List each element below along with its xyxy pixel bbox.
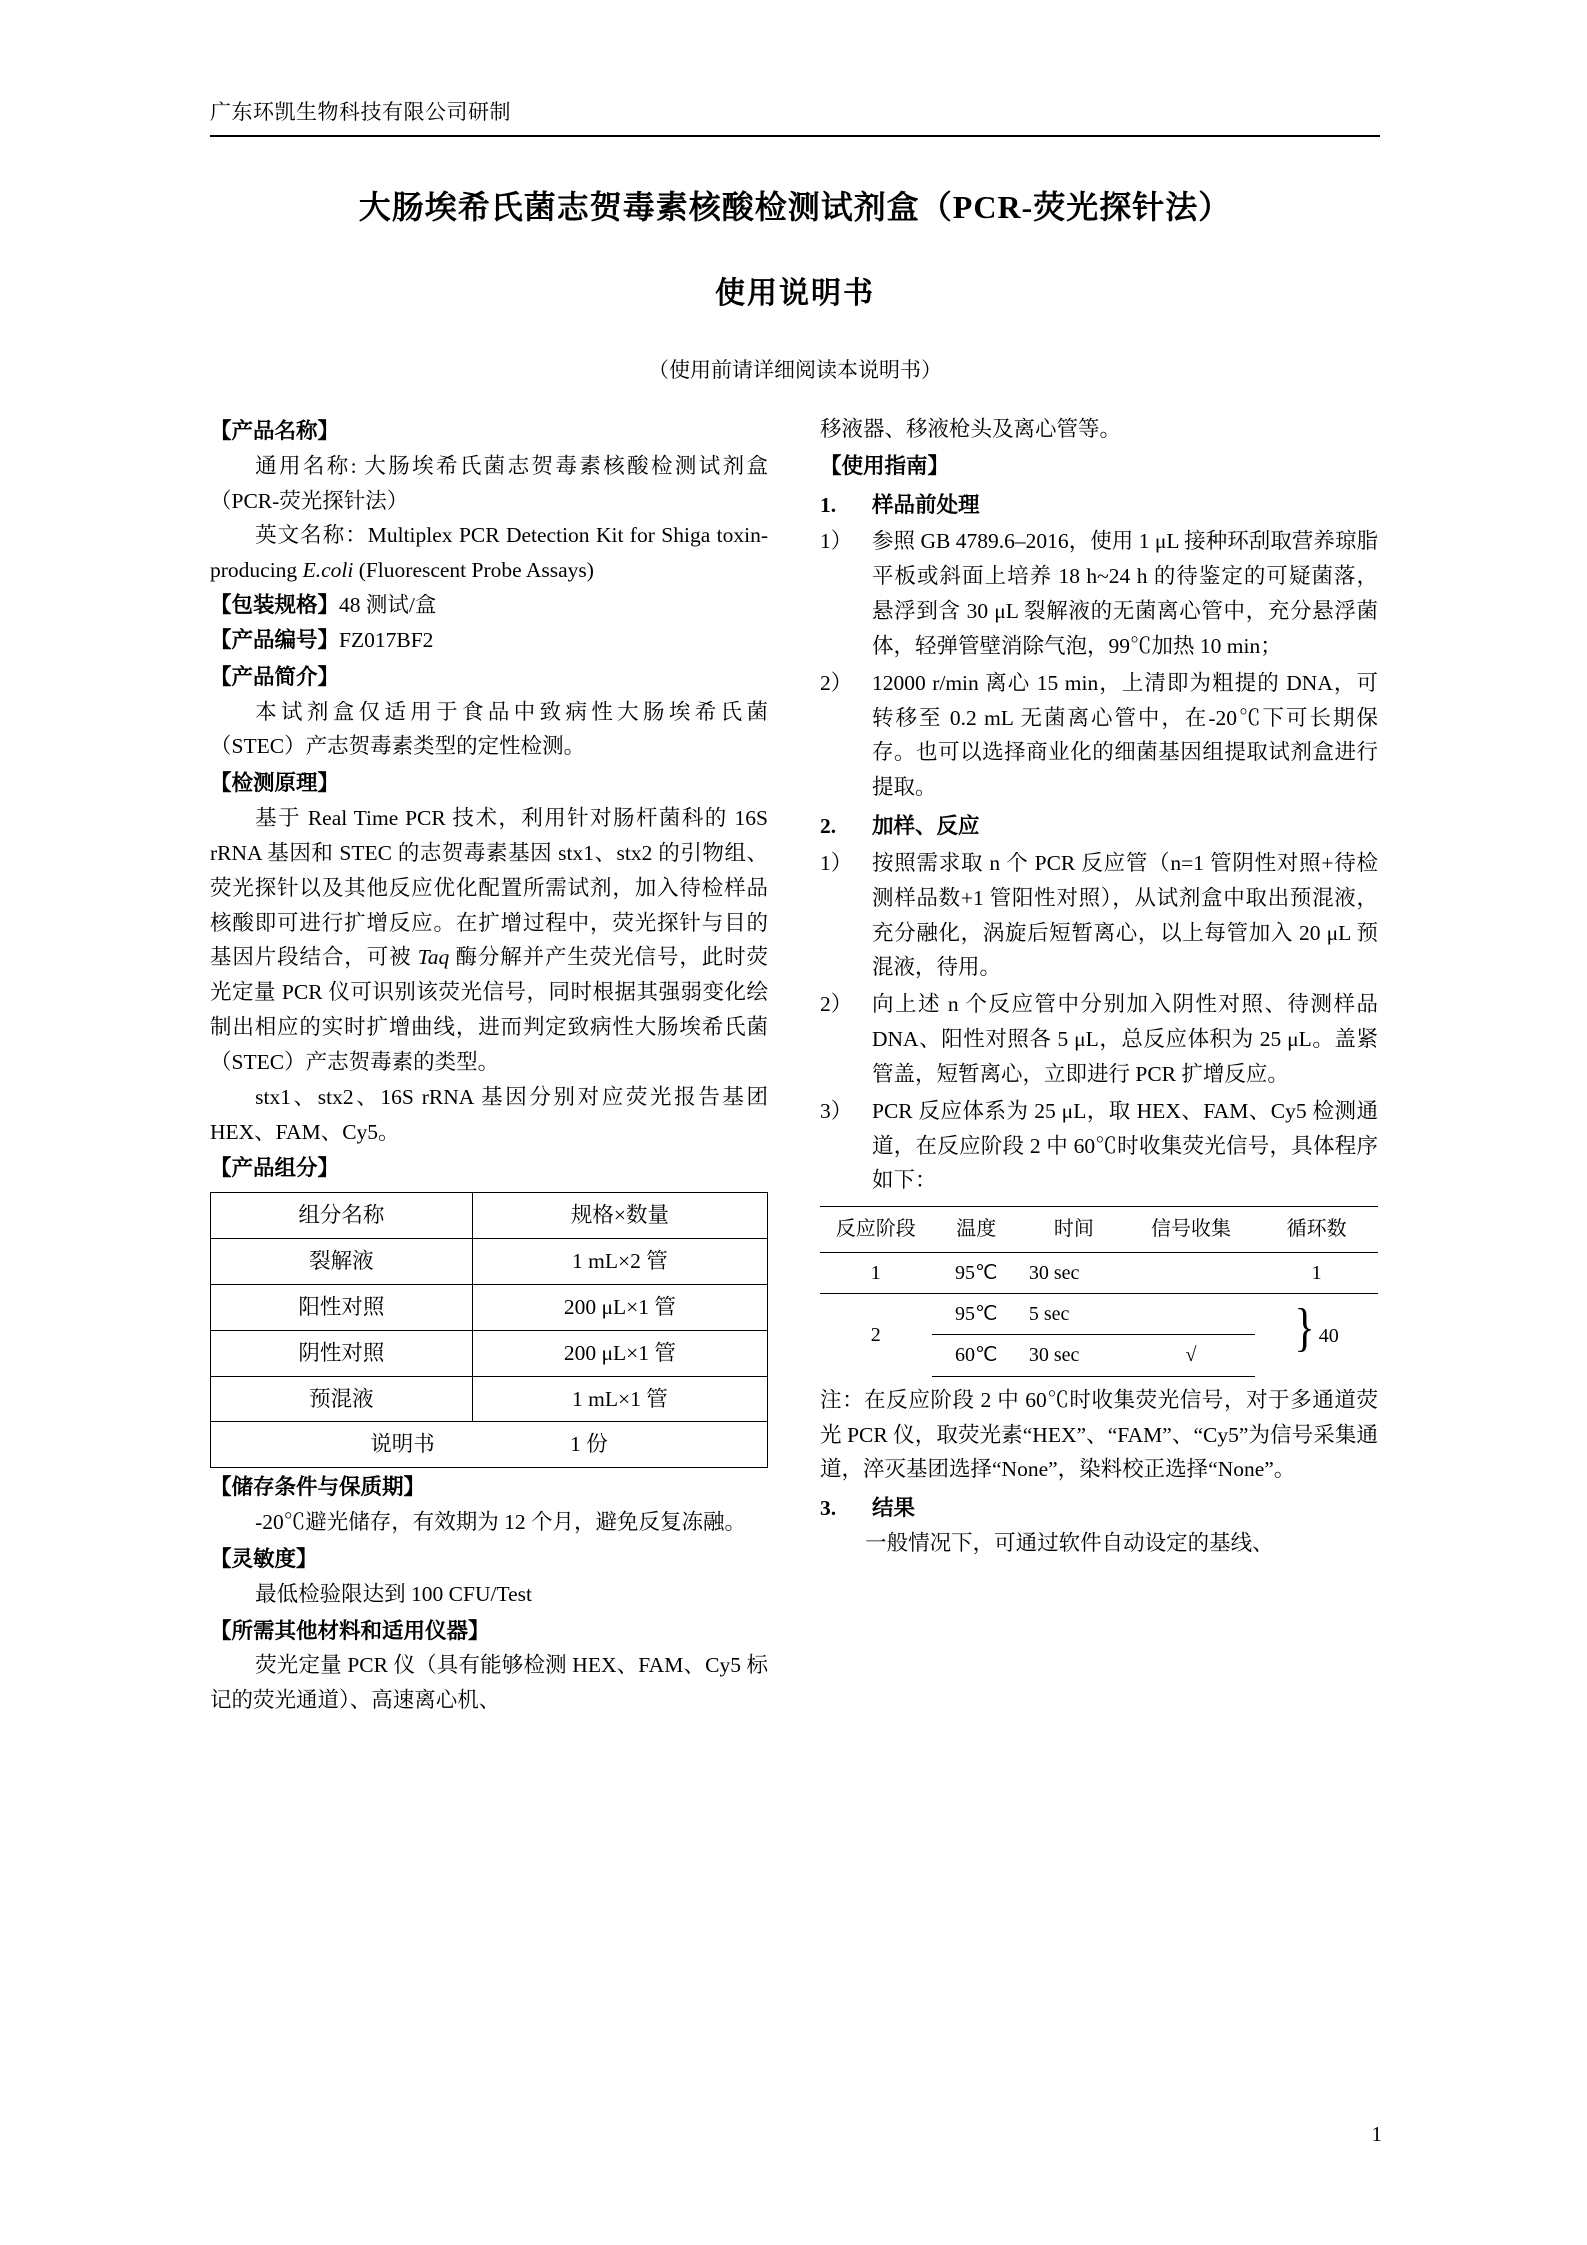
table-row [211,1376,768,1422]
step-2-heading [820,809,1378,844]
cell-component-name: 阳性对照 [211,1284,473,1330]
column-header-signal: 信号收集 [1127,1207,1255,1252]
intro-text: 本试剂盒仅适用于食品中致病性大肠埃希氏菌（STEC）产志贺毒素类型的定性检测。 [210,699,768,759]
pcr-program-table [820,1206,1378,1377]
column-header-stage: 反应阶段 [820,1207,932,1252]
cell-stage: 2 [870,1323,881,1346]
table-row [820,1294,1378,1335]
header-divider [210,135,1380,137]
column-header-component: 组分名称 [211,1193,473,1239]
step-2-item-3 [820,1094,1378,1198]
step-3-number: 3. [820,1496,837,1521]
product-code-value: FZ017BF2 [339,627,434,652]
cell-component-spec: 1 mL×1 管 [472,1376,767,1422]
table-row-manual [211,1422,768,1468]
step-1-item-2 [820,666,1378,805]
english-name-part1: 英文名称：Multiplex PCR Detection Kit for Shiga toxin-producing [210,523,768,583]
step-1-item-1 [820,524,1378,663]
step-2-item-3-number: 3） [820,1098,853,1123]
column-header-spec: 规格×数量 [472,1193,767,1239]
program-note-text: 注：在反应阶段 2 中 60℃时收集荧光信号，对于多通道荧光 PCR 仪，取荧光素“HEX”、“FAM”、“Cy5”为信号采集通道，淬灭基团选择“None”，染料校正选择“None”。 [820,1387,1378,1482]
cell-temp: 95℃ [932,1294,1021,1335]
principle-enzyme: Taq [417,945,450,970]
sensitivity-text: 最低检验限达到 100 CFU/Test [255,1581,532,1606]
step-2-item-3-text: PCR 反应体系为 25 μL，取 HEX、FAM、Cy5 检测通道，在反应阶段 2 中 60℃时收集荧光信号，具体程序如下： [872,1098,1378,1193]
manual-value: 1 份 [570,1432,608,1457]
step-1-item-1-text: 参照 GB 4789.6–2016，使用 1 μL 接种环刮取营养琼脂平板或斜面上培养 18 h~24 h 的待鉴定的可疑菌落，悬浮到含 30 μL 裂解液的无菌离心管中，充分悬浮菌体，轻弹管壁消除气泡，99℃加热 10 min； [872,529,1378,658]
left-column [210,412,768,1718]
step-2-item-1-text: 按照需求取 n 个 PCR 反应管（n=1 管阴性对照+待检测样品数+1 管阳性对照），从试剂盒中取出预混液，充分融化，涡旋后短暂离心，以上每管加入 20 μL 预混液，待用。 [872,850,1378,980]
column-header-time: 时间 [1021,1207,1127,1252]
table-row [211,1239,768,1285]
package-spec-value: 48 测试/盒 [339,593,437,618]
company-name: 广东环凯生物科技有限公司研制 [210,100,511,124]
section-intro-heading: 【产品简介】 [210,664,340,689]
step-3-label: 结果 [872,1496,916,1521]
english-name-part2: (Fluorescent Probe Assays) [353,558,594,583]
cell-signal: √ [1127,1335,1255,1376]
document-title: 大肠埃希氏菌志贺毒素核酸检测试剂盒（PCR-荧光探针法） [358,189,1232,225]
step-1-label: 样品前处理 [872,492,980,517]
cell-stage: 1 [820,1252,932,1293]
cell-component-name: 预混液 [211,1376,473,1422]
two-column-body [210,412,1380,1718]
step-2-item-1-number: 1） [820,850,853,875]
generic-name-text: 通用名称: 大肠埃希氏菌志贺毒素核酸检测试剂盒（PCR-荧光探针法） [210,453,768,513]
english-name-text [210,518,768,588]
cell-component-spec: 200 μL×1 管 [472,1330,767,1376]
section-usage-guide-heading: 【使用指南】 [820,453,950,478]
section-package-spec [210,588,768,623]
section-product-name-heading: 【产品名称】 [210,419,340,443]
section-principle-heading: 【检测原理】 [210,771,340,796]
step-2-item-1 [820,846,1378,985]
step-1-number: 1. [820,492,837,517]
step-2-item-2 [820,987,1378,1091]
components-table [210,1192,768,1468]
step-2-item-2-text: 向上述 n 个反应管中分别加入阴性对照、待测样品 DNA、阳性对照各 5 μL，总反应体积为 25 μL。盖紧管盖，短暂离心，立即进行 PCR 扩增反应。 [872,992,1378,1086]
section-components-heading: 【产品组分】 [210,1156,340,1181]
right-column [820,412,1378,1718]
cell-time: 30 sec [1021,1335,1127,1376]
table-header-row [820,1207,1378,1252]
cell-manual [211,1422,768,1468]
storage-text: -20℃避光储存，有效期为 12 个月，避免反复冻融。 [255,1510,747,1535]
principle-text [210,801,768,1080]
step-1-item-1-number: 1） [820,529,853,554]
cell-signal [1127,1252,1255,1293]
title-block [210,185,1380,384]
cell-temp: 60℃ [932,1335,1021,1376]
section-storage-heading: 【储存条件与保质期】 [210,1475,426,1500]
cell-cycles: 40 [1318,1325,1339,1348]
column-header-cycles: 循环数 [1255,1207,1378,1252]
materials-continued-text: 移液器、移液枪头及离心管等。 [820,417,1122,441]
section-sensitivity-heading: 【灵敏度】 [210,1546,318,1571]
step-1-item-2-number: 2） [820,670,853,695]
page-number: 1 [1371,2122,1382,2146]
cell-cycles: 1 [1255,1252,1378,1293]
cell-component-spec: 200 μL×1 管 [472,1284,767,1330]
step-3-text: 一般情况下，可通过软件自动设定的基线、 [865,1531,1274,1556]
principle-part2: 酶分解并产生荧光信号，此时荧光定量 PCR 仪可识别该荧光信号，同时根据其强弱变化绘制出相应的实时扩增曲线，进而判定致病性大肠埃希氏菌（STEC）产志贺毒素的类型。 [210,945,768,1074]
cell-time: 30 sec [1021,1252,1127,1293]
table-row [820,1252,1378,1293]
section-product-code [210,623,768,658]
step-3-heading [820,1491,1378,1526]
manual-label: 说明书 [370,1432,435,1457]
step-2-label: 加样、反应 [872,814,980,839]
cell-temp: 95℃ [932,1252,1021,1293]
cell-component-name: 裂解液 [211,1239,473,1285]
cell-signal [1127,1294,1255,1335]
table-row [211,1330,768,1376]
document-note: （使用前请详细阅读本说明书） [648,357,942,382]
page-header [210,96,1380,137]
package-spec-heading: 【包装规格】 [210,593,340,618]
step-1-heading [820,488,1378,523]
materials-text: 荧光定量 PCR 仪（具有能够检测 HEX、FAM、Cy5 标记的荧光通道）、高速离心机、 [210,1653,768,1713]
english-name-species: E.coli [302,558,354,583]
step-1-item-2-text: 12000 r/min 离心 15 min，上清即为粗提的 DNA，可转移至 0.2 mL 无菌离心管中，在-20℃下可长期保存。也可以选择商业化的细菌基因组提取试剂盒进行提取。 [872,670,1378,800]
document-subtitle: 使用说明书 [715,276,875,310]
product-code-heading: 【产品编号】 [210,627,340,652]
step-2-number: 2. [820,814,837,839]
table-row [211,1284,768,1330]
cell-component-name: 阴性对照 [211,1330,473,1376]
cell-time: 5 sec [1021,1294,1127,1335]
section-materials-heading: 【所需其他材料和适用仪器】 [210,1618,490,1643]
table-header-row [211,1193,768,1239]
brace-glyph: } [1294,1300,1315,1359]
column-header-temp: 温度 [932,1207,1021,1252]
cell-component-spec: 1 mL×2 管 [472,1239,767,1285]
cell-cycles-group [1255,1294,1378,1377]
step-2-item-2-number: 2） [820,992,853,1017]
principle-part1: 基于 Real Time PCR 技术，利用针对肠杆菌科的 16S rRNA 基因和 STEC 的志贺毒素基因 stx1、stx2 的引物组、荧光探针以及其他反应优化配置所需试剂，加入待检样品核酸即可进行扩增反应。在扩增过程中，荧光探针与目的基因片段结合，可被 [210,806,768,970]
reporter-dye-text: stx1、stx2、16S rRNA 基因分别对应荧光报告基团 HEX、FAM、Cy5。 [210,1084,768,1144]
